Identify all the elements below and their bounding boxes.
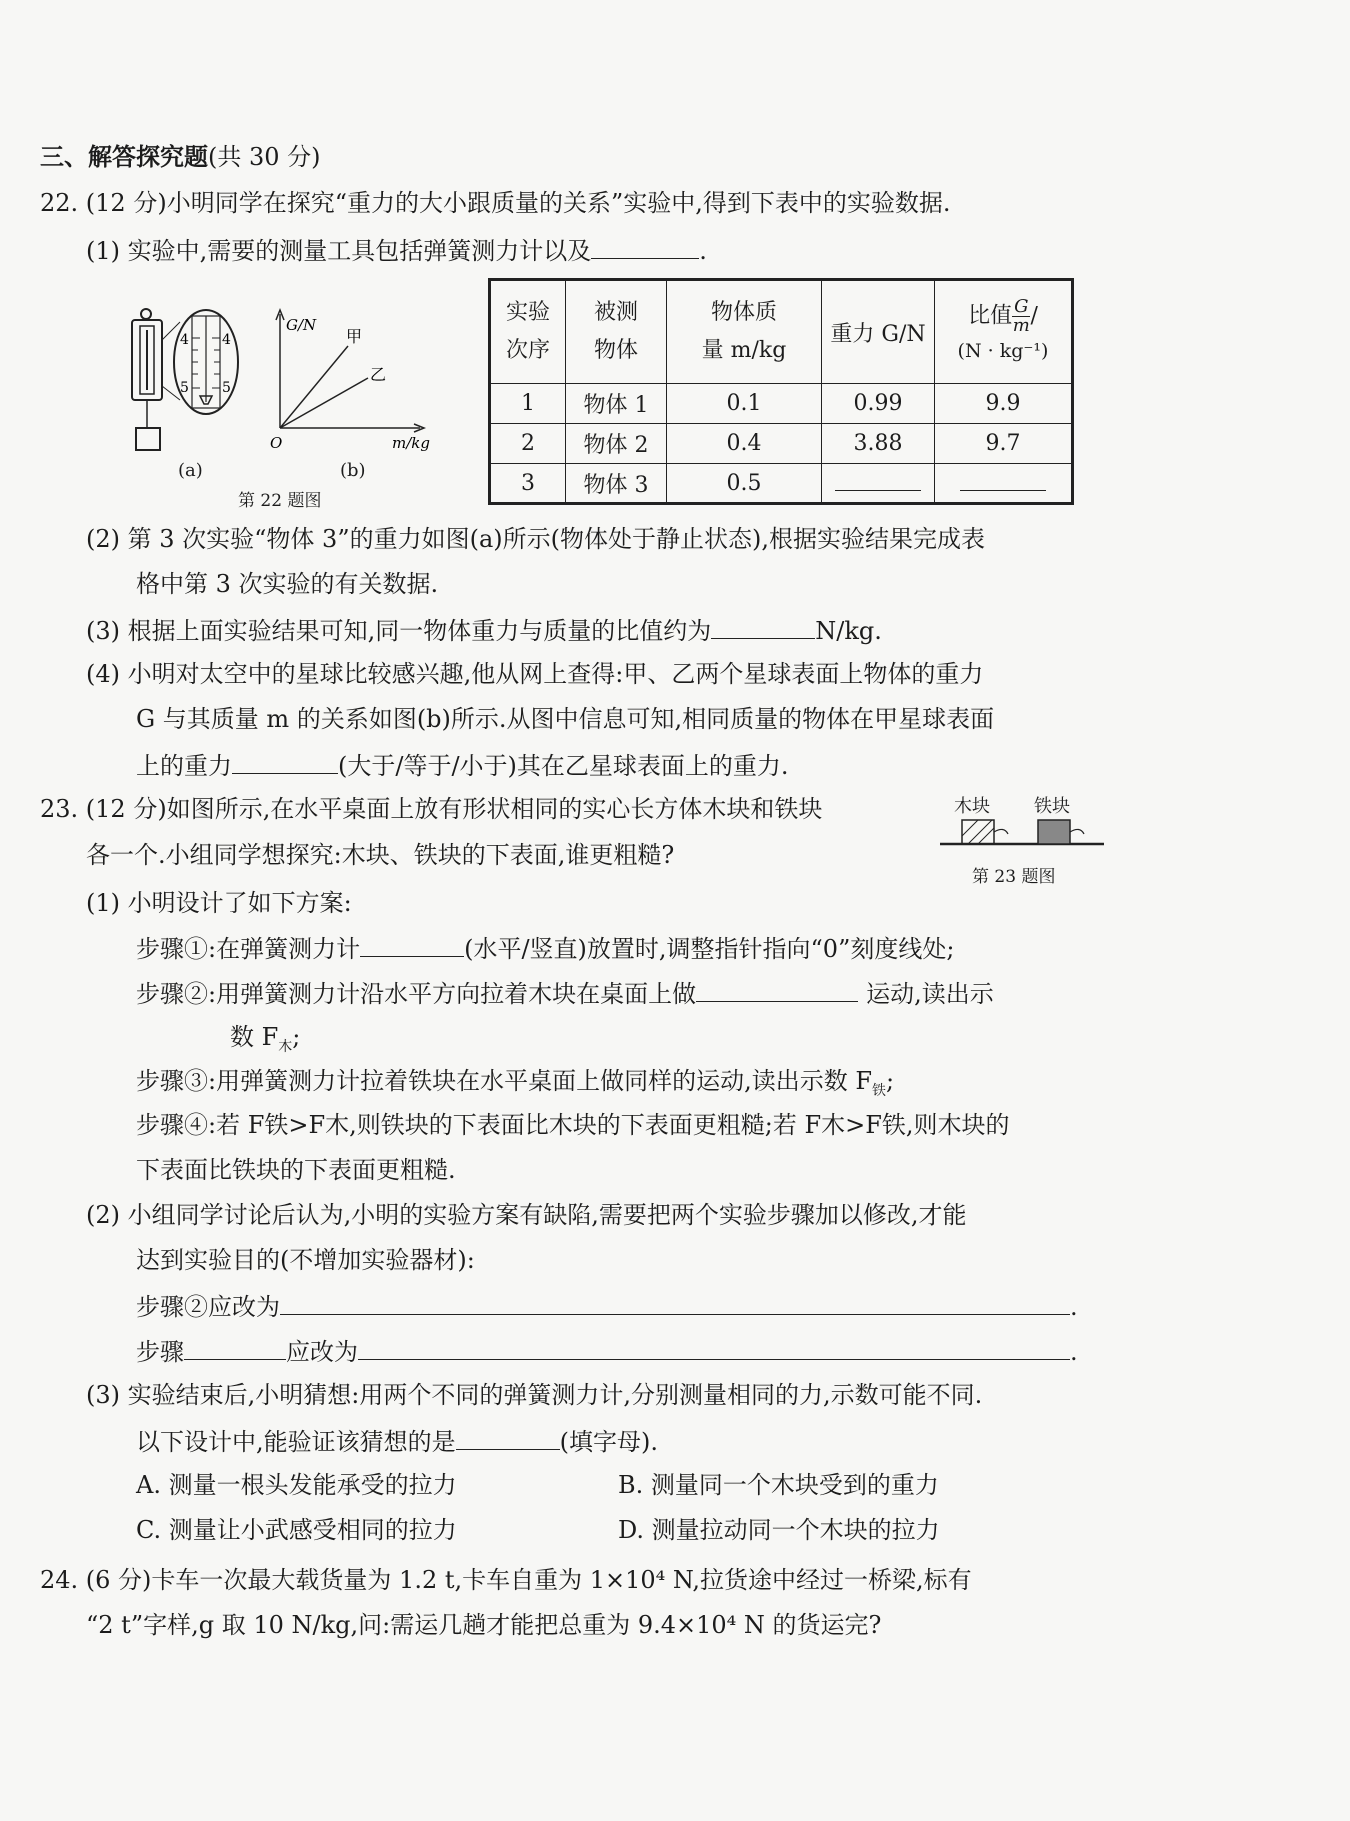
q23-fix1-text: 步骤②应改为 [136,1293,280,1321]
q23-part2-line2: 达到实验目的(不增加实验器材): [136,1246,475,1274]
q22-part1-blank[interactable] [591,232,699,259]
q23-step2 [136,975,994,1011]
q23-part3-blank[interactable] [456,1423,560,1450]
cell-mass: 0.1 [667,384,822,424]
q24-line1: 24. (6 分)卡车一次最大载货量为 1.2 t,卡车自重为 1×10⁴ N,拉货途中经过一桥梁,标有 [40,1566,972,1594]
q23-stem-line2: 各一个.小组同学想探究:木块、铁块的下表面,谁更粗糙? [86,841,675,869]
wood-label: 木块 [954,796,990,817]
cell-ratio: 9.7 [935,424,1073,464]
fig-a-label: (a) [178,460,203,481]
q22-part2-line2: 格中第 3 次实验的有关数据. [136,570,439,598]
q23-option-d[interactable]: D. 测量拉动同一个木块的拉力 [618,1516,940,1544]
q23-fix2b: 应改为 [286,1338,358,1366]
q23-fix1 [136,1288,1078,1324]
section-points: (共 30 分) [208,143,321,171]
q22-part1 [86,232,707,268]
q22-part4-line3a: 上的重力 [136,752,232,780]
line-jia [280,346,348,428]
scale-mark-4-right: 4 [222,332,231,348]
q24-line2: “2 t”字样,g 取 10 N/kg,问:需运几趟才能把总重为 9.4×10⁴ N 的货运完? [86,1611,882,1639]
cell-weight-blank[interactable] [822,464,935,504]
q22-part3-blank[interactable] [711,612,815,639]
q23-part3-line2 [136,1423,658,1459]
q23-step2c-sub: 木 [278,1038,293,1055]
scale-mark-5-left: 5 [180,380,189,396]
q23-option-a[interactable]: A. 测量一根头发能承受的拉力 [136,1471,457,1499]
q23-step4-line1: 步骤④:若 F铁>F木,则铁块的下表面比木块的下表面更粗糙;若 F木>F铁,则木块的 [136,1111,1010,1139]
cell-object: 物体 3 [566,464,667,504]
graph-line-jia-label: 甲 [346,327,363,346]
q23-step3-text: 步骤③:用弹簧测力计拉着铁块在水平桌面上做同样的运动,读出示数 F [136,1067,872,1095]
q22-part3-text: (3) 根据上面实验结果可知,同一物体重力与质量的比值约为 [86,617,712,645]
cell-order: 2 [490,424,566,464]
q23-fix2-blank[interactable] [358,1333,1070,1360]
q22-part4-line3 [136,747,789,783]
th-object: 被测 物体 [566,280,667,384]
q23-step3 [136,1064,894,1108]
graph-origin: O [270,434,283,452]
q22-part1-text: (1) 实验中,需要的测量工具包括弹簧测力计以及 [86,237,592,265]
q23-option-b[interactable]: B. 测量同一个木块受到的重力 [618,1471,939,1499]
q23-step1b: (水平/竖直)放置时,调整指针指向“0”刻度线处; [464,935,955,963]
q23-step3-end: ; [886,1067,895,1095]
wood-block [962,820,994,844]
q22-part3-unit: N/kg. [815,617,882,645]
q23-fix1-period: . [1070,1293,1078,1321]
q23-step1 [136,930,954,966]
q22-fig-caption: 第 22 题图 [238,491,322,511]
q23-fix2-period: . [1070,1338,1078,1366]
q22-part4-line2: G 与其质量 m 的关系如图(b)所示.从图中信息可知,相同质量的物体在甲星球表面 [136,705,995,733]
graph-line-yi-label: 乙 [370,365,387,384]
cell-mass: 0.5 [667,464,822,504]
section-title [40,140,321,174]
q23-fix2a: 步骤 [136,1338,184,1366]
cell-ratio: 9.9 [935,384,1073,424]
table-row [490,464,1073,504]
q22-part1-end: . [699,237,707,265]
th-mass: 物体质 量 m/kg [667,280,822,384]
cell-mass: 0.4 [667,424,822,464]
cell-weight: 3.88 [822,424,935,464]
cell-object: 物体 1 [566,384,667,424]
q23-fix2 [136,1333,1078,1369]
q23-step2b: 运动,读出示 [866,980,994,1008]
q22-part4-line1: (4) 小明对太空中的星球比较感兴趣,他从网上查得:甲、乙两个星球表面上物体的重力 [86,660,984,688]
q23-step2c-end: ; [292,1023,301,1051]
q23-part3-line1: (3) 实验结束后,小明猜想:用两个不同的弹簧测力计,分别测量相同的力,示数可能不同. [86,1381,983,1409]
iron-label: 铁块 [1034,796,1070,817]
q23-part3-line2b: (填字母). [559,1428,658,1456]
q23-step4-line2: 下表面比铁块的下表面更粗糙. [136,1156,456,1184]
q23-step1a: 步骤①:在弹簧测力计 [136,935,361,963]
th-order: 实验 次序 [490,280,566,384]
cell-object: 物体 2 [566,424,667,464]
cell-order: 3 [490,464,566,504]
cell-order: 1 [490,384,566,424]
q23-fig-caption: 第 23 题图 [972,867,1056,887]
fig-b-label: (b) [340,460,366,481]
cell-weight: 0.99 [822,384,935,424]
q22-data-table [488,278,1074,505]
q22-part4-blank[interactable] [232,747,338,774]
q22-figure [120,300,450,452]
iron-block [1038,820,1070,844]
cell-ratio-blank[interactable] [935,464,1073,504]
scale-mark-5-right: 5 [222,380,231,396]
q22-part2-line1: (2) 第 3 次实验“物体 3”的重力如图(a)所示(物体处于静止状态),根据实验结果完成表 [86,525,985,553]
q23-step2a: 步骤②:用弹簧测力计沿水平方向拉着木块在桌面上做 [136,980,697,1008]
q23-part2-line1: (2) 小组同学讨论后认为,小明的实验方案有缺陷,需要把两个实验步骤加以修改,才能 [86,1201,967,1229]
graph-xlabel: m/kg [392,434,430,452]
q23-step3-sub: 铁 [872,1082,886,1099]
q23-step2-cont [230,1020,300,1064]
table-row [490,384,1073,424]
q23-step1-blank[interactable] [360,930,464,957]
q23-fix2-step-blank[interactable] [184,1333,286,1360]
q23-stem-line1: 23. (12 分)如图所示,在水平桌面上放有形状相同的实心长方体木块和铁块 [40,795,823,823]
table-row [490,424,1073,464]
th-weight: 重力 G/N [822,280,935,384]
q23-step2-blank[interactable] [696,975,858,1002]
line-yi [280,378,368,428]
q23-part3-line2a: 以下设计中,能验证该猜想的是 [136,1428,456,1456]
q22-part4-line3b: (大于/等于/小于)其在乙星球表面上的重力. [338,752,789,780]
q23-part1: (1) 小明设计了如下方案: [86,889,352,917]
th-ratio: 比值 $\frac{G}{m}$ / (N · kg⁻¹) [935,280,1073,384]
q23-step2c: 数 F [230,1023,279,1051]
table-header-row [490,280,1073,384]
q22-part3 [86,612,882,648]
graph-ylabel: G/N [286,316,317,334]
q22-stem: 22. (12 分)小明同学在探究“重力的大小跟质量的关系”实验中,得到下表中的实验数据. [40,189,951,217]
section-title-text: 三、解答探究题 [40,142,208,171]
q23-fix1-blank[interactable] [280,1288,1070,1315]
q23-option-c[interactable]: C. 测量让小武感受相同的拉力 [136,1516,457,1544]
scale-mark-4-left: 4 [180,332,189,348]
